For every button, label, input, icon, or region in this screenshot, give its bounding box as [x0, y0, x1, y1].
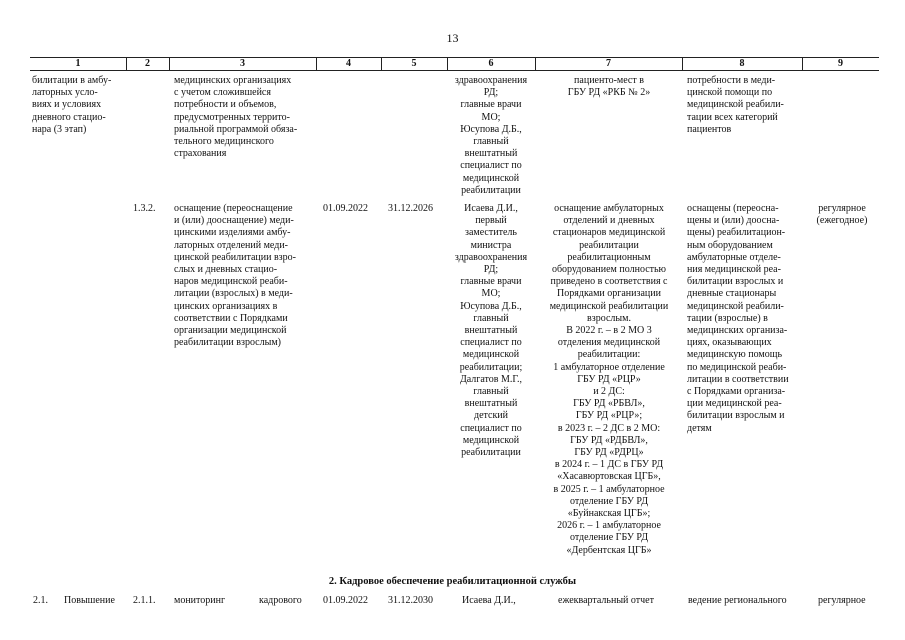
header-col-5: 5 [411, 58, 417, 69]
row2-col8-text: оснащены (переосна- щены и (или) доосна- щены) реабилитацион- ным оборудованием амбулаторные отделе- ния медицинской реа- билитации взрослых и дневные стационары медицинской реабили- тации (взрослые) в медицинских организа- циях, оказывающих медицинскую помощь по медицинской реаби- литации в соответствии с Порядками организа- ции медицинской реа- билитации взрослым и детям [687, 203, 789, 434]
row2-col3-text: оснащение (переоснащение и (или) дооснащение) меди- цинскими изделиями амбу- латорных отделений меди- цинской реабилитации взро- слых и дневных стацио- наров медицинской реаби- литации (взрослых) в меди- цинских организациях в соответствии с Порядками организации медицинской реабилитации взрослым) [174, 203, 296, 349]
row3-col3-word1: мониторинг [174, 595, 226, 606]
row1-col3-text: медицинских организациях с учетом сложившейся потребности и объемов, предусмотренных террито- риальной программой обяза- тельного медицинского страхования [174, 75, 298, 160]
row1-col7-text: пациенто-мест в ГБУ РД «РКБ № 2» [567, 75, 651, 99]
row3-col3-word2: кадрового [259, 595, 302, 606]
row2-col9-text: регулярное (ежегодное) [816, 203, 868, 227]
row3-start-date: 01.09.2022 [323, 595, 368, 606]
header-col-4: 4 [346, 58, 351, 69]
header-col-1: 1 [75, 58, 81, 69]
header-col-6: 6 [488, 58, 494, 69]
header-col-2: 2 [145, 58, 150, 69]
row1-col8-text: потребности в меди- цинской помощи по медицинской реабили- тации всех категорий пациентов [687, 75, 784, 135]
section-title: 2. Кадровое обеспечение реабилитационной службы [328, 576, 577, 587]
row3-col7-text: ежеквартальный отчет [558, 595, 654, 606]
header-col-7: 7 [606, 58, 611, 69]
row3-col8-text: ведение регионального [688, 595, 787, 606]
row2-start-date: 01.09.2022 [323, 203, 368, 214]
row3-end-date: 31.12.2030 [388, 595, 433, 606]
page-number: 13 [446, 31, 459, 45]
row2-end-date: 31.12.2026 [388, 203, 433, 214]
row2-item-number: 1.3.2. [133, 203, 156, 214]
row2-col6-text: Исаева Д.И., первый заместитель министра здравоохранения РД; главные врачи МО; Юсупова Д.Б., главный внештатный специалист по медицинской реабилитации; Далгатов М.Г., главный внештатный детский специалист по медицинской реабилитации [454, 203, 528, 459]
header-col-3: 3 [240, 58, 245, 69]
row1-col6-text: здравоохранения РД; главные врачи МО; Юсупова Д.Б., главный внештатный специалист по медицинской реабилитации [454, 75, 528, 196]
table-header-bottom-border [30, 70, 879, 71]
row3-col6-text: Исаева Д.И., [462, 595, 516, 606]
row3-section-number: 2.1. [33, 595, 48, 606]
row1-col1-text: билитации в амбу- латорных усло- виях и условиях дневного стацио- нара (3 этап) [32, 75, 112, 135]
header-col-8: 8 [739, 58, 745, 69]
row3-col1-text: Повышение [64, 595, 115, 606]
row2-col7-text: оснащение амбулаторных отделений и дневных стационаров медицинской реабилитации реабилитационным оборудованием полностью приведено в соответствия с Порядками организации медицинской реабилитации взрослым. В 2022 г. – в 2 МО 3 отделения медицинской реабилитации: 1 амбулаторное отделение ГБУ РД «РЦР» и 2 ДС: ГБУ РД «РБВЛ», ГБУ РД «РЦР»; в 2023 г. – 2 ДС в 2 МО: ГБУ РД «РДБВЛ», ГБУ РД «РДРЦ» в 2024 г. – 1 ДС в ГБУ РД «Хасавюртовская ЦГБ», в 2025 г. – 1 амбулаторное отделение ГБУ РД «Буйнакская ЦГБ»; 2026 г. – 1 амбулаторное отделение ГБУ РД «Дербентская ЦГБ» [549, 203, 669, 556]
header-col-9: 9 [838, 58, 843, 69]
row3-item-number: 2.1.1. [133, 595, 156, 606]
row3-col9-text: регулярное [818, 595, 866, 606]
